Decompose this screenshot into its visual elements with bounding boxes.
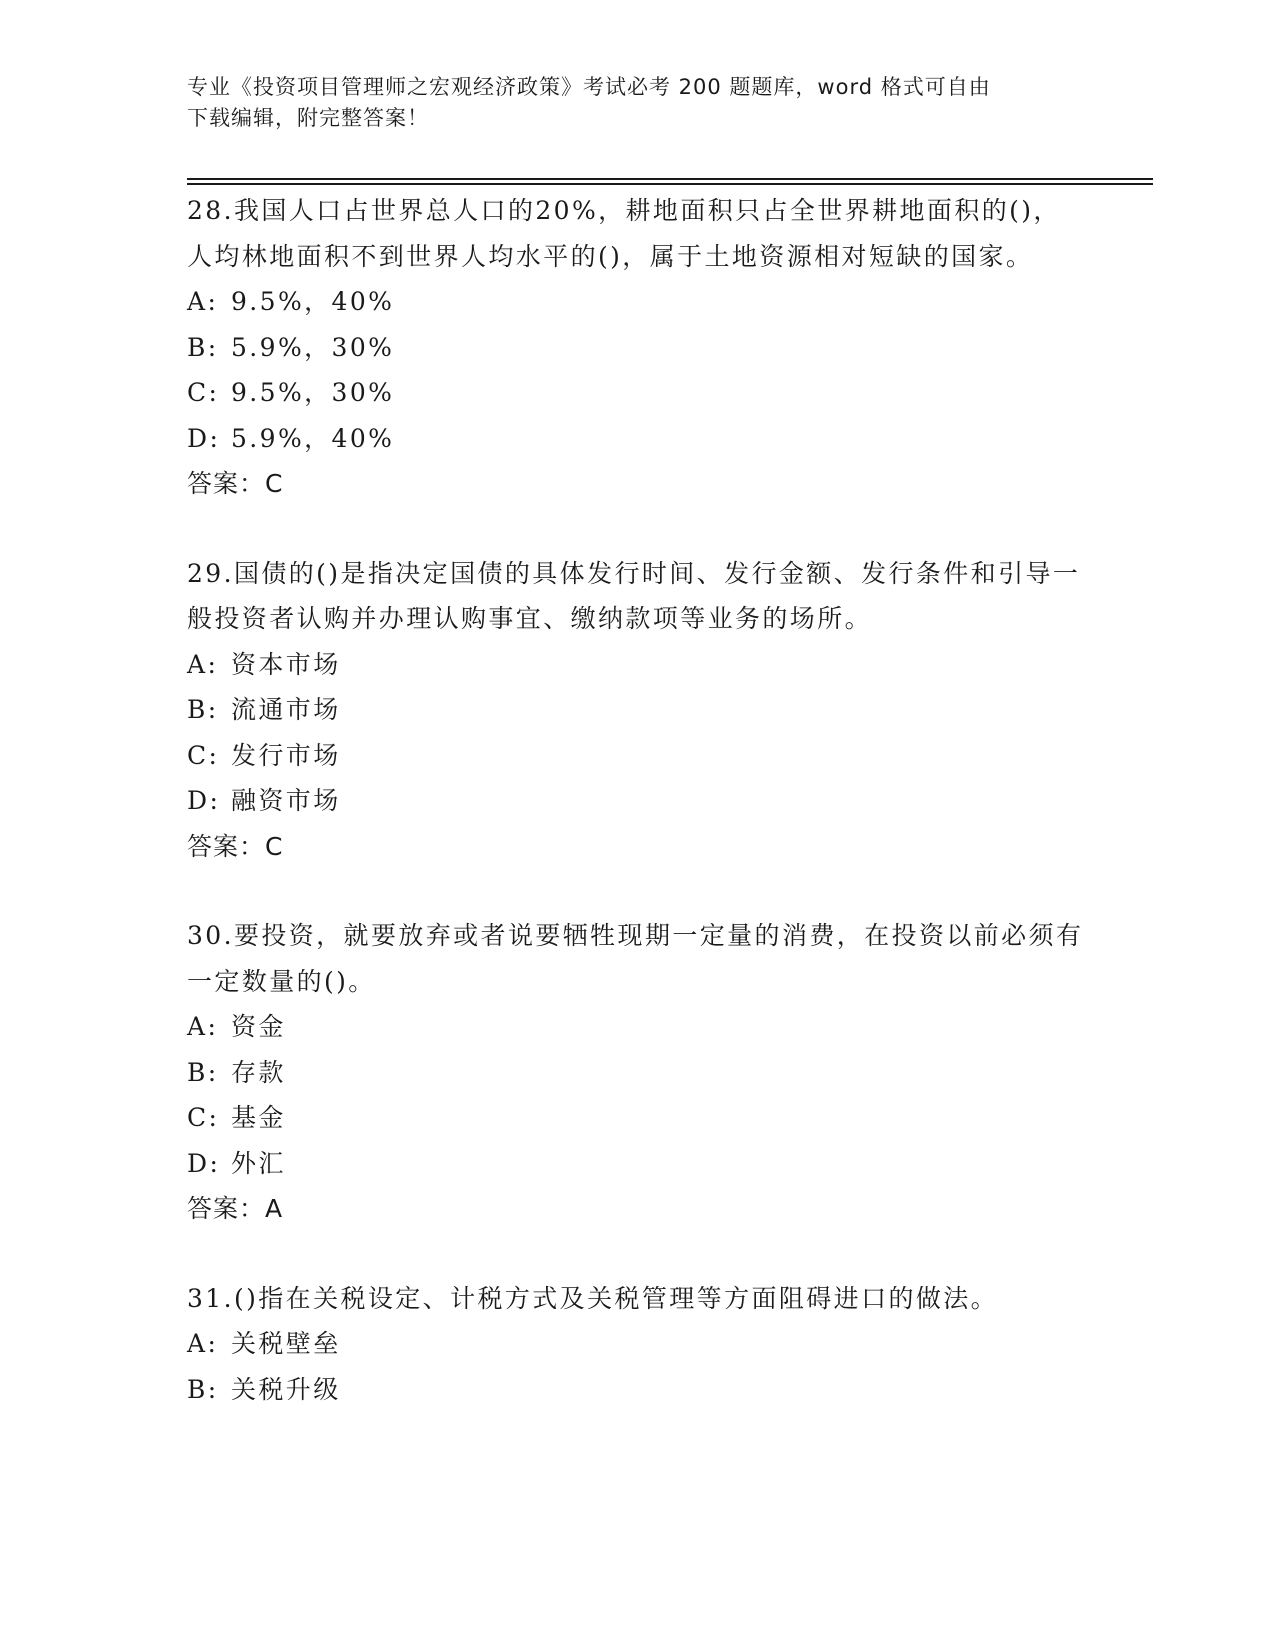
option-text: 5.9%，30% xyxy=(231,332,395,362)
question-29 xyxy=(187,551,1087,870)
option-letter: C: xyxy=(187,740,220,770)
question-list xyxy=(187,188,1087,1456)
answer-label: 答案：A xyxy=(187,1194,284,1223)
question-28 xyxy=(187,188,1087,507)
option-text: 基金 xyxy=(231,1103,286,1132)
option-b xyxy=(187,1050,1087,1096)
answer-label: 答案：C xyxy=(187,831,284,861)
option-a xyxy=(187,642,1087,688)
option-d xyxy=(187,1141,1087,1187)
question-text: 29.国债的()是指决定国债的具体发行时间、发行金额、发行条件和引导一般投资者认购并办理认购事宜、缴纳款项等业务的场所。 xyxy=(187,558,1081,633)
option-text: 关税升级 xyxy=(231,1374,341,1404)
document-header xyxy=(187,72,1067,134)
option-letter: B: xyxy=(187,1057,219,1087)
option-b xyxy=(187,325,1087,371)
header-rule-top xyxy=(187,178,1153,180)
option-letter: D: xyxy=(187,423,221,453)
question-text: 28.我国人口占世界总人口的20%，耕地面积只占全世界耕地面积的()，人均林地面积不到世界人均水平的()，属于土地资源相对短缺的国家。 xyxy=(187,196,1061,271)
option-text: 9.5%，40% xyxy=(231,287,395,316)
option-letter: D: xyxy=(187,786,221,815)
option-text: 流通市场 xyxy=(231,695,341,724)
option-a xyxy=(187,1004,1087,1050)
option-c xyxy=(187,733,1087,779)
option-a xyxy=(187,1321,1087,1367)
header-line-1: 专业《投资项目管理师之宏观经济政策》考试必考 200 题题库，word 格式可自由 xyxy=(187,75,991,99)
option-text: 融资市场 xyxy=(231,786,341,815)
option-letter: B: xyxy=(187,695,219,724)
option-letter: B: xyxy=(187,1374,219,1404)
question-31 xyxy=(187,1276,1087,1413)
option-letter: A: xyxy=(187,1329,219,1358)
option-letter: A: xyxy=(187,649,219,679)
option-text: 5.9%，40% xyxy=(231,423,395,453)
option-a xyxy=(187,279,1087,325)
option-d xyxy=(187,416,1087,462)
header-line-2: 下载编辑，附完整答案！ xyxy=(187,106,429,130)
question-text: 30.要投资，就要放弃或者说要牺牲现期一定量的消费，在投资以前必须有一定数量的()。 xyxy=(187,921,1084,996)
option-c xyxy=(187,1095,1087,1141)
answer-label: 答案：C xyxy=(187,469,284,498)
option-letter: A: xyxy=(187,1012,219,1041)
header-rule-bottom xyxy=(187,183,1153,185)
option-text: 资本市场 xyxy=(231,649,341,679)
option-text: 外汇 xyxy=(231,1148,286,1178)
question-30 xyxy=(187,913,1087,1232)
option-b xyxy=(187,1367,1087,1413)
option-letter: C: xyxy=(187,378,220,407)
option-letter: B: xyxy=(187,332,219,362)
question-text: 31.()指在关税设定、计税方式及关税管理等方面阻碍进口的做法。 xyxy=(187,1283,999,1313)
option-text: 9.5%，30% xyxy=(231,378,395,407)
option-letter: C: xyxy=(187,1103,220,1132)
option-text: 关税壁垒 xyxy=(231,1329,341,1358)
option-letter: D: xyxy=(187,1148,221,1178)
option-d xyxy=(187,778,1087,824)
option-b xyxy=(187,687,1087,733)
option-text: 存款 xyxy=(231,1057,286,1087)
option-text: 发行市场 xyxy=(231,740,341,770)
option-text: 资金 xyxy=(231,1012,286,1041)
option-c xyxy=(187,370,1087,416)
option-letter: A: xyxy=(187,287,219,316)
